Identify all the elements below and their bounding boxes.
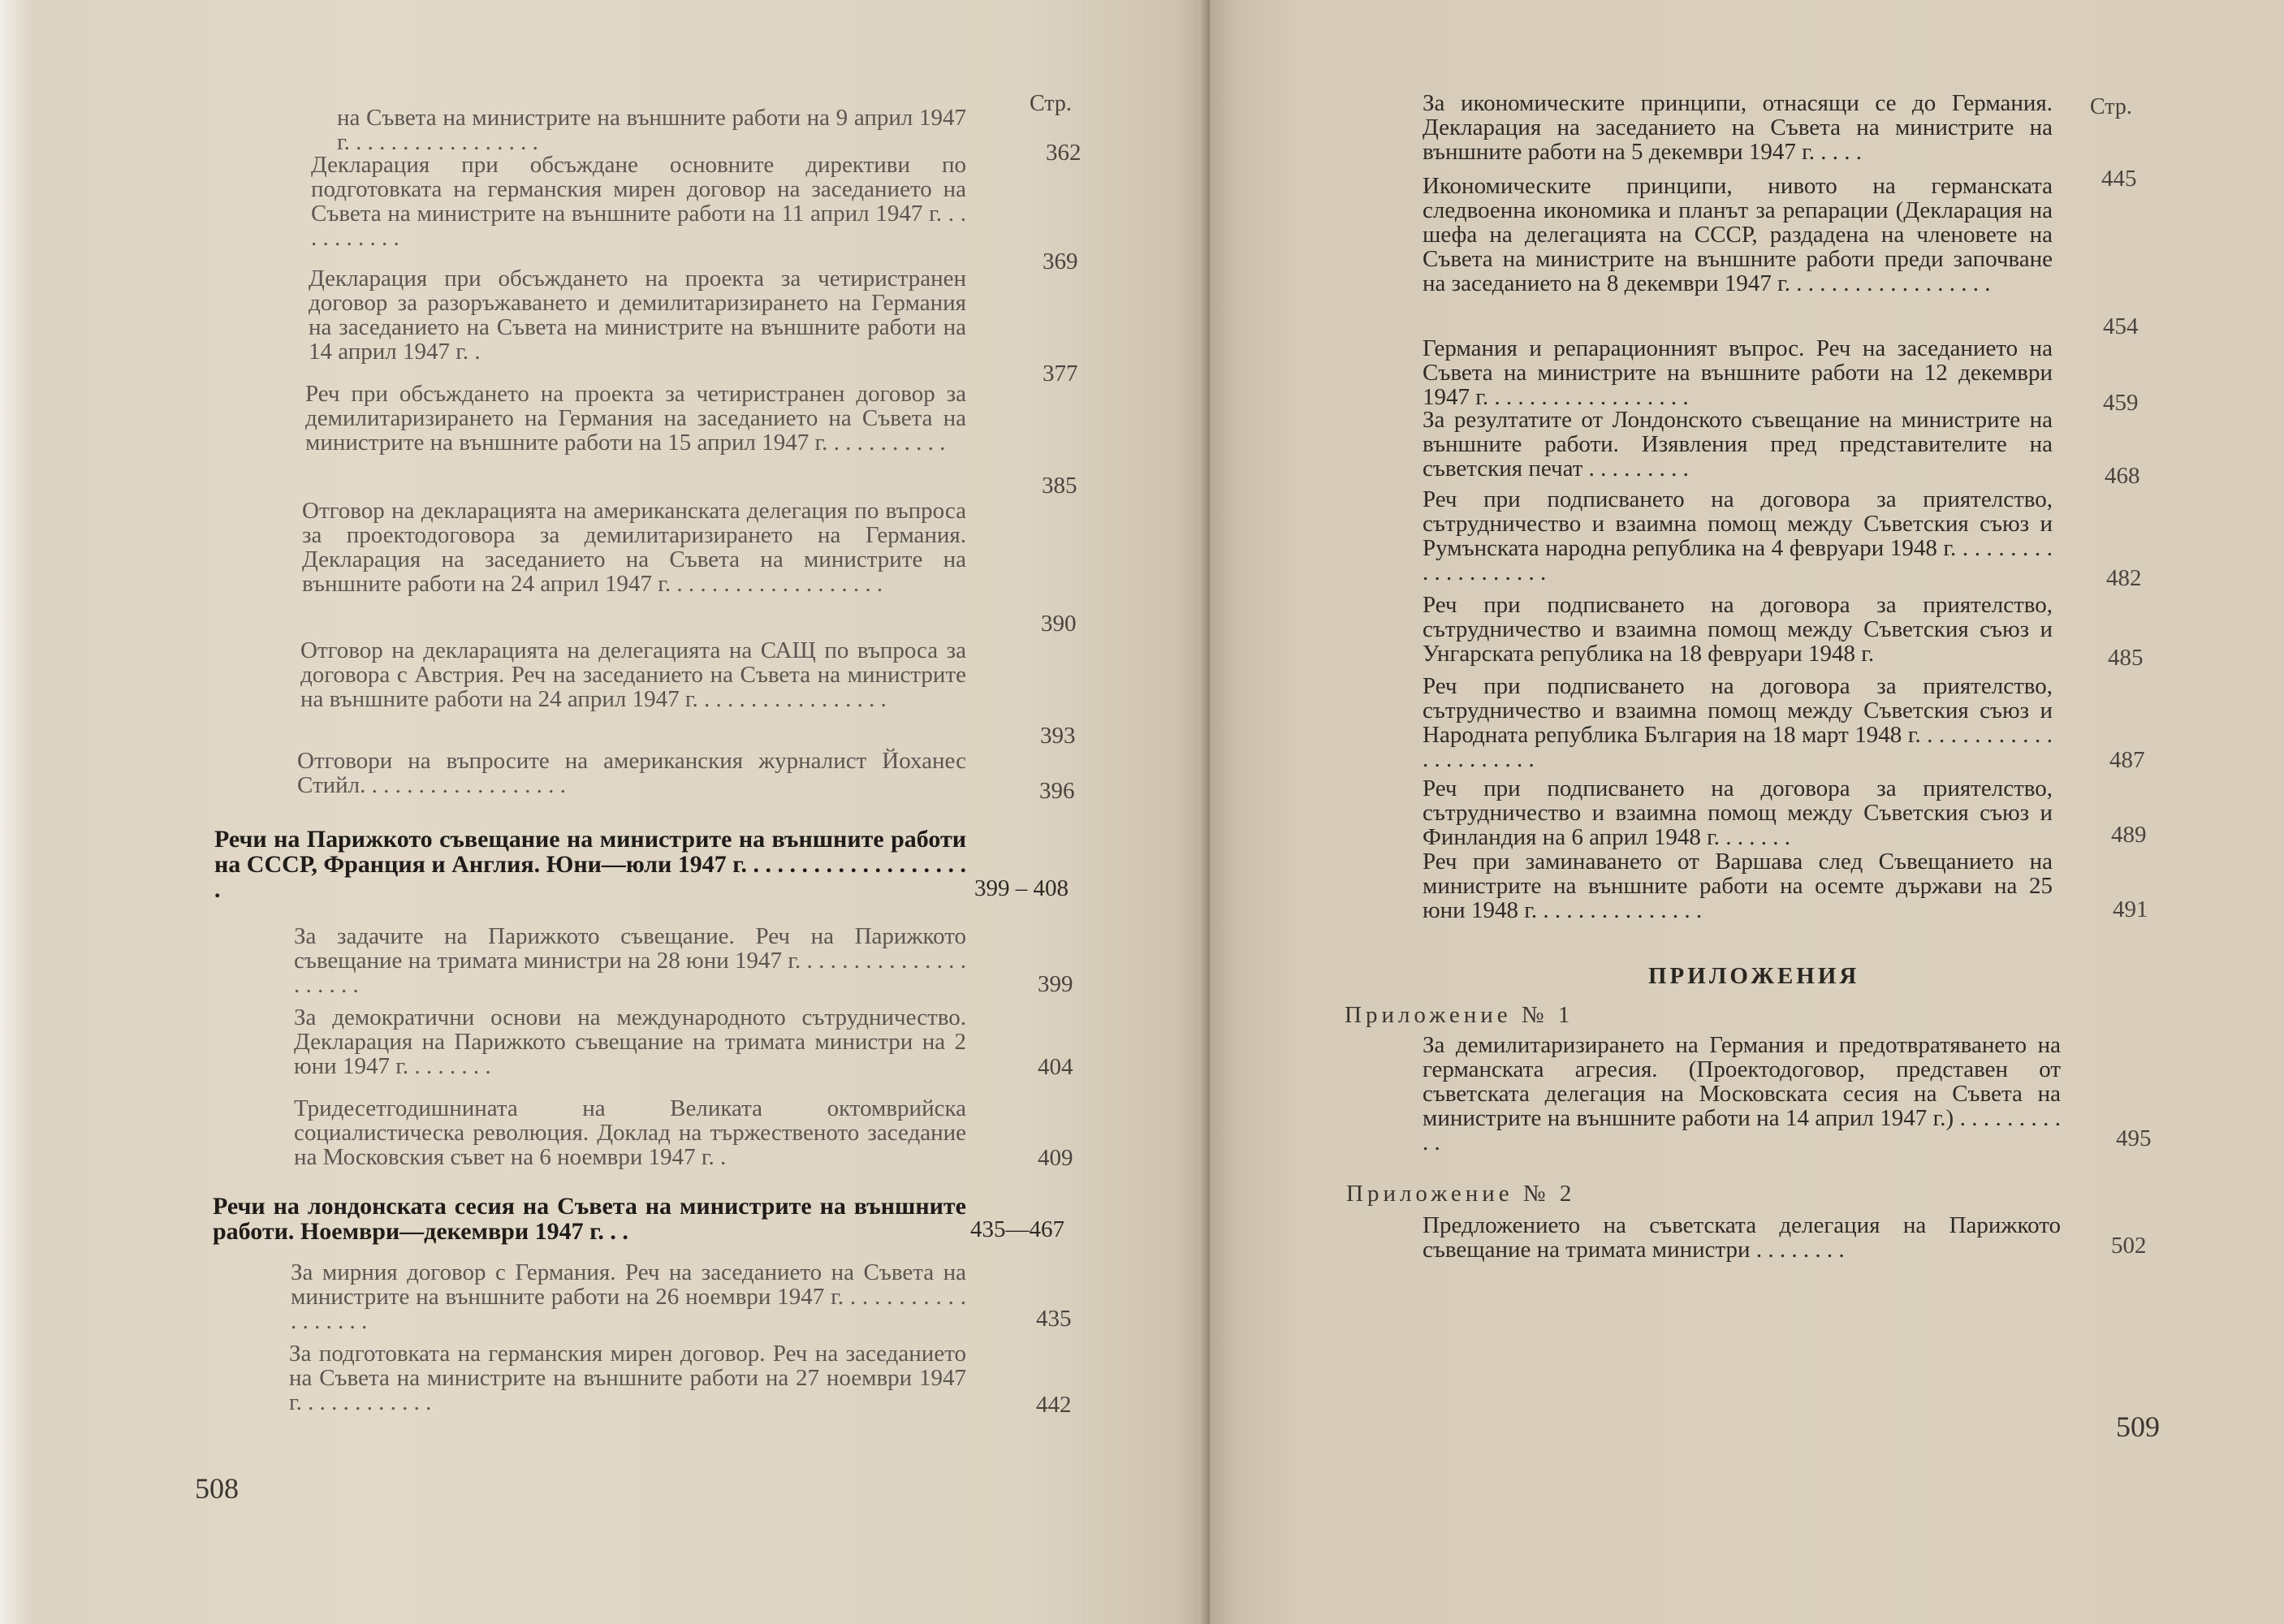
toc-page-number: 435 — [1036, 1306, 1072, 1332]
appendix-heading: ПРИЛОЖЕНИЯ — [1648, 963, 1860, 989]
toc-page-number: 409 — [1038, 1145, 1073, 1171]
toc-entry: Реч при подписването на договора за приятелство, сътрудничество и взаимна помощ между Съветския съюз и Унгарската република на 18 февруари 1948 г. — [1423, 592, 2053, 667]
toc-page-number: 487 — [2109, 747, 2145, 773]
toc-entry: Реч при подписването на договора за приятелство, сътрудничество и взаимна помощ между Съветския съюз и Румънската народна република на 4 февруари 1948 г. . . . . . . . . . . . . . . . . . . . — [1423, 486, 2053, 585]
appendix-1-label: Приложение № 1 — [1345, 1002, 1574, 1028]
toc-page-number: 393 — [1040, 723, 1076, 749]
toc-entry: За мирния договор с Германия. Реч на заседанието на Съвета на министрите на външните работи на 26 ноември 1947 г. . . . . . . . . . . . . . . . . . — [291, 1259, 966, 1334]
toc-page-number: 369 — [1043, 248, 1078, 274]
toc-entry: Реч при подписването на договора за приятелство, сътрудничество и взаимна помощ между Съветския съюз и Народната република България на 18 март 1948 г. . . . . . . . . . . . . . . . . . . . . . — [1423, 673, 2053, 772]
toc-page-number: 491 — [2113, 896, 2148, 922]
toc-page-number: 468 — [2105, 463, 2140, 489]
toc-entry: За подготовката на германския мирен договор. Реч на заседанието на Съвета на министрите на външните работи на 27 ноември 1947 г. . . . . . . . . . . . — [289, 1341, 966, 1415]
toc-page-number: 454 — [2103, 313, 2139, 339]
toc-page-number: 502 — [2111, 1233, 2147, 1259]
toc-page-number: 445 — [2101, 166, 2137, 192]
toc-section: Речи на лондонската сесия на Съвета на министрите на външните работи. Ноември—декември 1947 г. . . — [213, 1193, 966, 1245]
toc-entry: За резултатите от Лондонското съвещание на министрите на външните работи. Изявления пред представителите на съветския печат . . . . . . . . . — [1423, 407, 2053, 482]
toc-page-range: 399 – 408 — [974, 875, 1069, 901]
toc-entry: Отговор на декларацията на делегацията на САЩ по въпроса за договора с Австрия. Реч на заседанието на Съвета на министрите на външните работи на 24 април 1947 г. . . . . . . . . . . . . . . . . — [300, 637, 966, 712]
toc-entry: За задачите на Парижкото съвещание. Реч на Парижкото съвещание на тримата министри на 28 юни 1947 г. . . . . . . . . . . . . . . . . . . . . — [294, 923, 966, 998]
toc-page-number: 482 — [2106, 565, 2142, 591]
toc-section: Речи на Парижкото съвещание на министрите на външните работи на СССР, Франция и Англия. Юни—юли 1947 г. . . . . . . . . . . . . . . . . . . . — [214, 826, 966, 903]
toc-entry: Декларация при обсъждане основните директиви по подготовката на германския мирен договор на заседанието на Съвета на министрите на външните работи на 11 април 1947 г. . . . . . . . . . . — [311, 152, 966, 251]
appendix-2-label: Приложение № 2 — [1346, 1181, 1576, 1207]
toc-page-number: 377 — [1043, 361, 1078, 387]
toc-entry: Реч при подписването на договора за приятелство, сътрудничество и взаимна помощ между Съветския съюз и Финландия на 6 април 1948 г. . . . . . . — [1423, 775, 2053, 850]
toc-entry: Предложението на съветската делегация на Парижкото съвещание на тримата министри . . . . . . . . — [1423, 1212, 2061, 1263]
right-page — [1210, 0, 2284, 1624]
toc-page-number: 362 — [1046, 140, 1082, 166]
toc-entry: Декларация при обсъждането на проекта за четиристранен договор за разоръжаването и демилитаризирането на Германия на заседанието на Съвета на министрите на външните работи на 14 април 1947 г. . — [309, 266, 966, 365]
toc-entry: За икономическите принципи, отнасящи се до Германия. Декларация на заседанието на Съвета на министрите на външните работи на 5 декември 1947 г. . . . . — [1423, 90, 2053, 165]
toc-entry: За демилитаризирането на Германия и предотвратяването на германската агресия. (Проектодоговор, представен от съветската делегация на Московската сесия на Съвета на министрите на външните работи на 14 април 1947 г.) . . . . . . . . . . . — [1423, 1032, 2061, 1155]
toc-entry: Реч при заминаването от Варшава след Съвещанието на министрите на външните работи на осемте държави на 25 юни 1948 г. . . . . . . . . . . . . . . — [1423, 849, 2053, 923]
toc-entry: За демократични основи на международното сътрудничество. Декларация на Парижкото съвещание на тримата министри на 2 юни 1947 г. . . . . . . . — [294, 1004, 966, 1079]
toc-page-number: 495 — [2116, 1125, 2152, 1151]
toc-entry: Тридесетгодишнината на Великата октомврийска социалистическа революция. Доклад на тържественото заседание на Московския съвет на 6 ноември 1947 г. . — [294, 1095, 966, 1170]
toc-entry: Отговор на декларацията на американската делегация по въпроса за проектодоговора за демилитаризирането на Германия. Декларация на заседанието на Съвета на министрите на външните работи на 24 април 1947 г. . . . . . . . . . . . . . . . . . . — [302, 498, 966, 597]
toc-entry: Германия и репарационният въпрос. Реч на заседанието на Съвета на министрите на външните работи на 12 декември 1947 г. . . . . . . . . . . . . . . . . . — [1423, 335, 2053, 410]
toc-entry: на Съвета на министрите на външните работи на 9 април 1947 г. . . . . . . . . . . . . . . . . — [337, 105, 966, 155]
page-number-left: 508 — [195, 1472, 239, 1505]
toc-page-number: 390 — [1041, 611, 1077, 637]
toc-page-number: 396 — [1039, 778, 1075, 804]
toc-page-number: 385 — [1042, 473, 1077, 499]
toc-page-number: 442 — [1036, 1392, 1072, 1418]
toc-page-number: 459 — [2103, 390, 2139, 416]
page-column-label: Стр. — [1030, 91, 1072, 116]
toc-entry: Икономическите принципи, нивото на германската следвоенна икономика и планът за репарации (Декларация на шефа на делегацията на СССР, раздадена на членовете на Съвета на министрите на външните работи преди започване на заседанието на 8 декември 1947 г. . . . . . . . . . . . . . . . . . — [1423, 173, 2053, 296]
toc-entry: Отговори на въпросите на американския журналист Йоханес Стийл. . . . . . . . . . . . . . . . . . — [297, 748, 966, 798]
toc-page-range: 435—467 — [970, 1216, 1064, 1242]
toc-entry: Реч при обсъждането на проекта за четиристранен договор за демилитаризирането на Германия на заседанието на Съвета на министрите на външните работи на 15 април 1947 г. . . . . . . . . . . — [305, 381, 966, 456]
toc-page-number: 485 — [2108, 645, 2144, 671]
toc-page-number: 404 — [1038, 1054, 1073, 1080]
page-number-right: 509 — [2116, 1410, 2160, 1443]
toc-page-number: 489 — [2111, 822, 2147, 848]
toc-page-number: 399 — [1038, 971, 1073, 997]
page-column-label: Стр. — [2090, 94, 2132, 119]
